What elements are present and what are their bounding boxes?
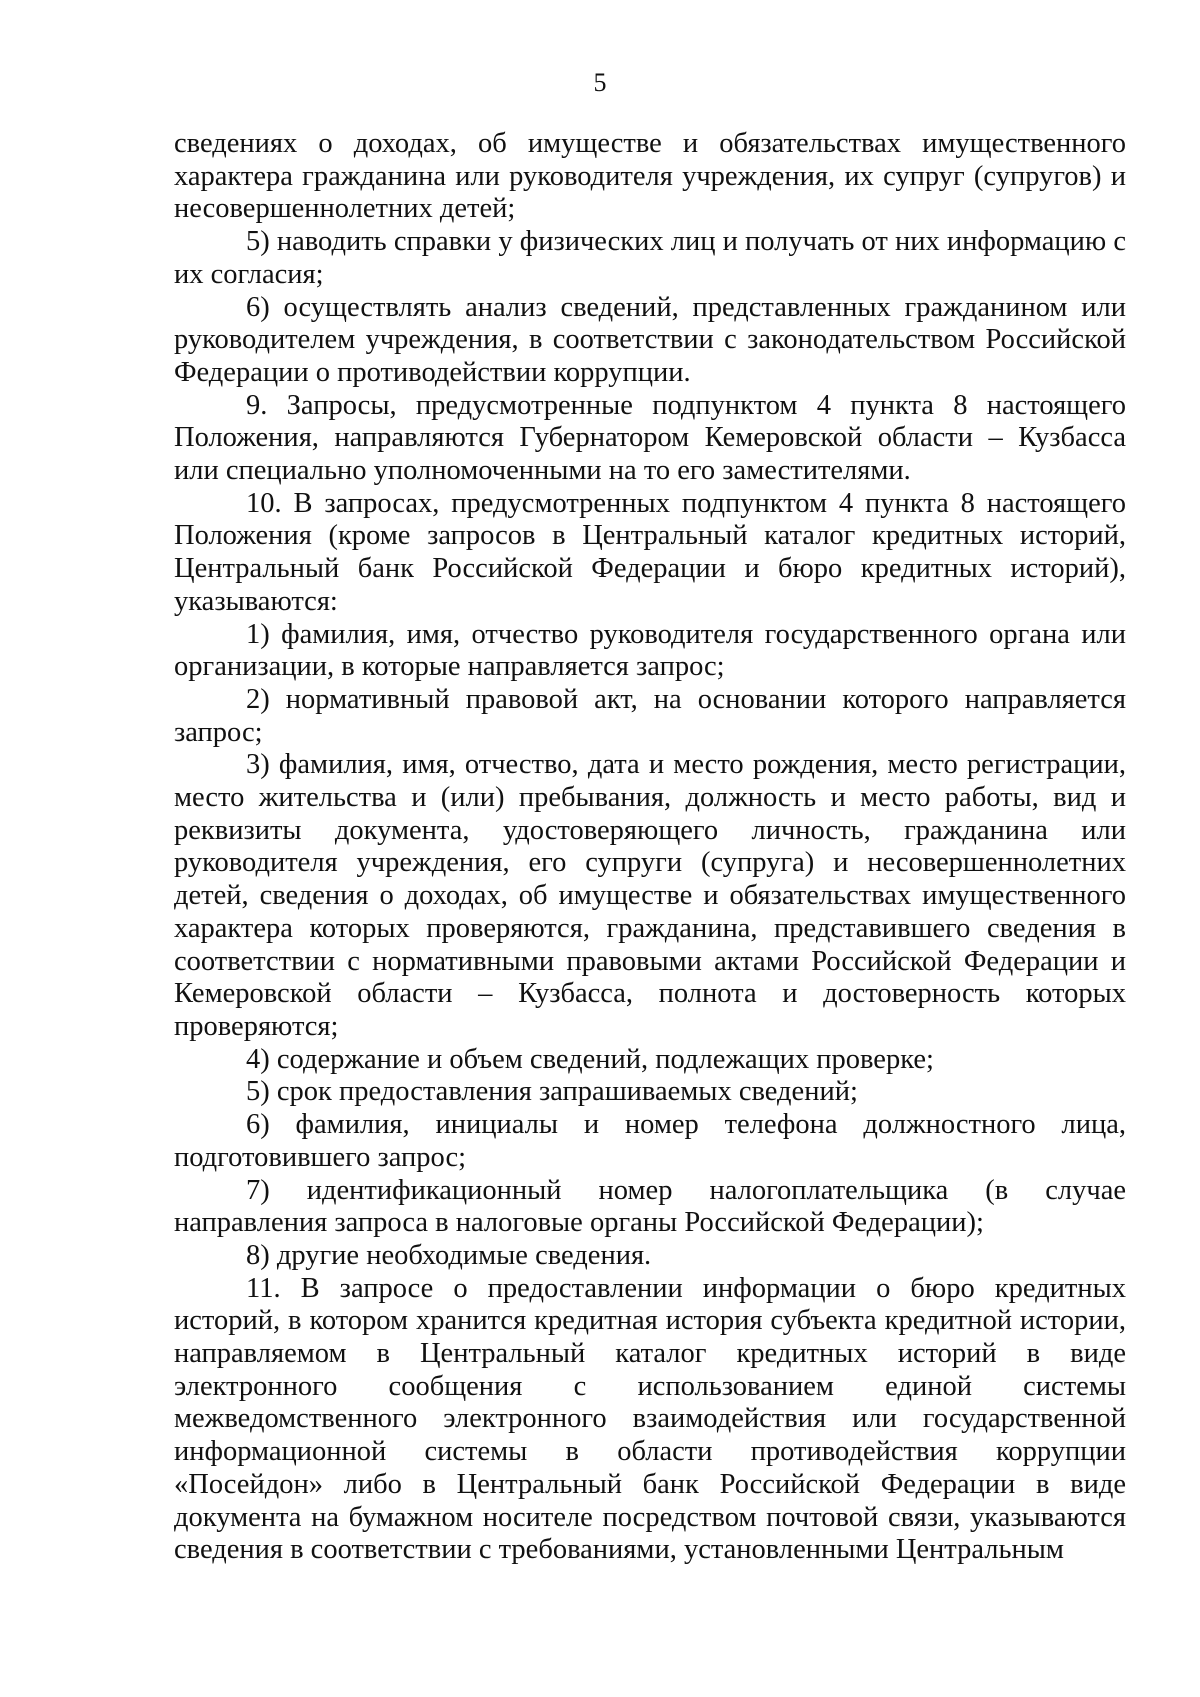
paragraph: 11. В запросе о предоставлении информации о бюро кредитных историй, в котором хранится кредитная история субъекта кредитной истории, направляемом в Центральный каталог кредитных историй в виде электронного сообщения с использованием единой системы межведомственного электронного взаимодействия или государственной информационной системы в области противодействия коррупции «Посейдон» либо в Центральный банк Российской Федерации в виде документа на бумажном носителе посредством почтовой связи, указываются сведения в соответствии с требованиями, установленными Центральным [174,1272,1126,1566]
paragraph: сведениях о доходах, об имуществе и обязательствах имущественного характера гражданина или руководителя учреждения, их супруг (супругов) и несовершеннолетних детей; [174,128,1126,225]
paragraph: 9. Запросы, предусмотренные подпунктом 4 пункта 8 настоящего Положения, направляются Губернатором Кемеровской области – Кузбасса или специально уполномоченными на то его заместителями. [174,389,1126,487]
paragraph: 2) нормативный правовой акт, на основании которого направляется запрос; [174,683,1126,748]
paragraph: 1) фамилия, имя, отчество руководителя государственного органа или организации, в которые направляется запрос; [174,618,1126,683]
paragraph: 10. В запросах, предусмотренных подпунктом 4 пункта 8 настоящего Положения (кроме запросов в Центральный каталог кредитных историй, Центральный банк Российской Федерации и бюро кредитных историй), указываются: [174,487,1126,617]
paragraph: 4) содержание и объем сведений, подлежащих проверке; [246,1043,934,1075]
paragraph: 8) другие необходимые сведения. [246,1239,652,1271]
paragraph: 6) фамилия, инициалы и номер телефона должностного лица, подготовившего запрос; [174,1109,1126,1173]
document-body [174,128,1126,1567]
paragraph: 6) осуществлять анализ сведений, представленных гражданином или руководителем учреждения, в соответствии с законодательством Российской Федерации о противодействии коррупции. [174,291,1126,388]
paragraph: 5) срок предоставления запрашиваемых сведений; [246,1076,858,1108]
page-number: 5 [593,68,607,97]
paragraph: 3) фамилия, имя, отчество, дата и место рождения, место регистрации, место жительства и (или) пребывания, должность и место работы, вид и реквизиты документа, удостоверяющего личность, гражданина или руководителя учреждения, его супруги (супруга) и несовершеннолетних детей, сведения о доходах, об имуществе и обязательствах имущественного характера которых проверяются, гражданина, представившего сведения в соответствии с нормативными правовыми актами Российской Федерации и Кемеровской области – Кузбасса, полнота и достоверность которых проверяются; [174,749,1126,1042]
paragraph: 5) наводить справки у физических лиц и получать от них информацию с их согласия; [174,226,1126,290]
paragraph: 7) идентификационный номер налогоплательщика (в случае направления запроса в налоговые органы Российской Федерации); [174,1174,1126,1239]
